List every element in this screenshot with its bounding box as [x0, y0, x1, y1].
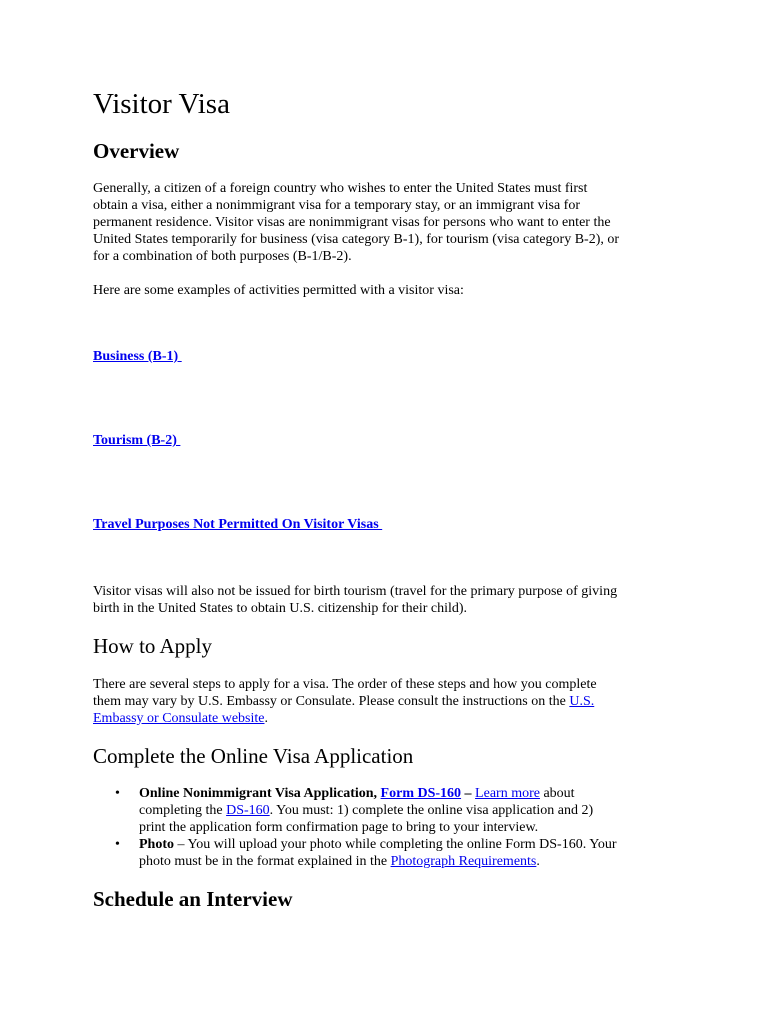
list-item-text: completing the [139, 803, 227, 818]
how-to-apply-period: . [264, 711, 268, 726]
list-item [93, 785, 693, 836]
requirements-list [93, 785, 693, 870]
how-to-apply-paragraph [93, 676, 683, 727]
embassy-website-link[interactable]: U.S. [569, 694, 595, 709]
list-item-line [139, 785, 693, 802]
overview-line: obtain a visa, either a nonimmigrant visa for a temporary stay, or an immigrant visa for [93, 198, 581, 213]
learn-more-link[interactable]: Learn more [475, 786, 540, 801]
schedule-interview-heading: Schedule an Interview [93, 887, 293, 911]
overview-line: for a combination of both purposes (B-1/B-2). [93, 249, 352, 264]
form-ds160-link[interactable]: Form DS-160 [380, 786, 462, 801]
birth-tourism-line: Visitor visas will also not be issued for birth tourism (travel for the primary purpose of giving [93, 584, 618, 599]
bullet-icon: • [115, 786, 120, 801]
overview-line: United States temporarily for business (visa category B-1), for tourism (visa category B-2), or [93, 232, 620, 247]
list-item-bold-label: Photo [139, 837, 174, 852]
birth-tourism-paragraph [93, 583, 683, 617]
not-permitted-link[interactable]: Travel Purposes Not Permitted On Visitor Visas [93, 517, 383, 532]
list-item-text: about [539, 786, 575, 801]
bullet-icon: • [115, 837, 120, 852]
list-item-line [139, 802, 693, 819]
birth-tourism-line: birth in the United States to obtain U.S. citizenship for their child). [93, 601, 468, 616]
overview-paragraph [93, 180, 683, 265]
embassy-website-link-cont[interactable]: Embassy or Consulate website [93, 711, 265, 726]
list-item-text: . You must: 1) complete the online visa application and 2) [269, 803, 594, 818]
list-item-line [139, 836, 693, 853]
list-item-dash: – [461, 786, 476, 801]
ds160-link[interactable]: DS-160 [226, 803, 270, 818]
how-to-apply-line [93, 693, 683, 710]
page-title: Visitor Visa [93, 88, 230, 120]
list-item-bold-label: Online Nonimmigrant Visa Application, [139, 786, 381, 801]
tourism-b2-link[interactable]: Tourism (B-2) [93, 433, 181, 448]
how-to-apply-text: them may vary by U.S. Embassy or Consulate. Please consult the instructions on the [93, 694, 570, 709]
overview-line: permanent residence. Visitor visas are nonimmigrant visas for persons who want to enter the [93, 215, 611, 230]
list-item-text: . [536, 854, 540, 869]
overview-heading: Overview [93, 139, 180, 163]
how-to-apply-heading: How to Apply [93, 634, 213, 658]
list-item-line [139, 853, 693, 870]
how-to-apply-line [93, 710, 683, 727]
list-item-text: – You will upload your photo while completing the online Form DS-160. Your [174, 837, 617, 852]
how-to-apply-line: There are several steps to apply for a visa. The order of these steps and how you complete [93, 677, 597, 692]
examples-intro: Here are some examples of activities permitted with a visitor visa: [93, 283, 464, 298]
online-application-heading: Complete the Online Visa Application [93, 744, 414, 768]
photo-requirements-link[interactable]: Photograph Requirements [390, 854, 537, 869]
list-item-text: photo must be in the format explained in the [139, 854, 391, 869]
list-item-line: print the application form confirmation page to bring to your interview. [139, 820, 539, 835]
business-b1-link[interactable]: Business (B-1) [93, 349, 182, 364]
list-item [93, 836, 693, 870]
overview-line: Generally, a citizen of a foreign country who wishes to enter the United States must first [93, 181, 588, 196]
